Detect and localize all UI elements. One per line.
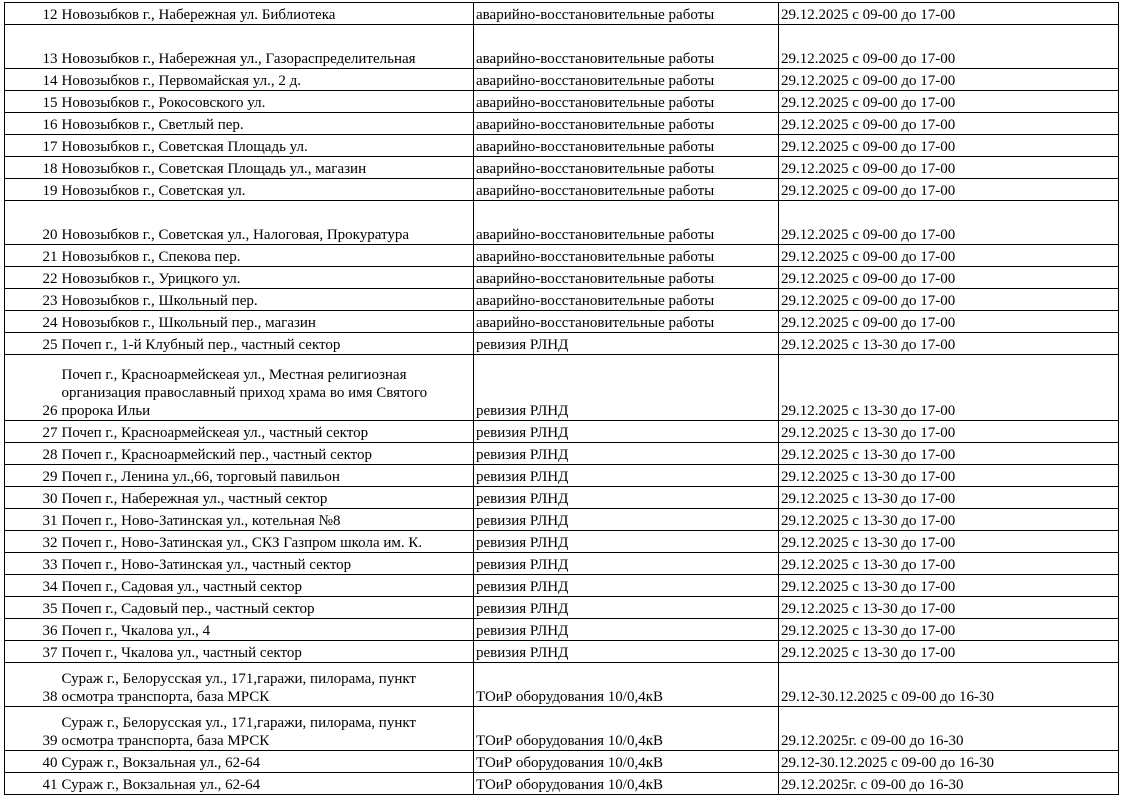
schedule-cell: 29.12.2025 с 09-00 до 17-00: [779, 25, 1119, 69]
schedule-cell: 29.12.2025 с 09-00 до 17-00: [779, 135, 1119, 157]
table-row: [5, 25, 1119, 69]
row-number-cell: 18: [5, 157, 60, 179]
address-cell: Почеп г., Красноармейскеая ул., Местная религиозная организация православный приход храма во имя Святого пророка Ильи: [60, 355, 474, 421]
table-row: [5, 333, 1119, 355]
schedule-cell: 29.12.2025 с 09-00 до 17-00: [779, 157, 1119, 179]
row-number-cell: 35: [5, 597, 60, 619]
work-type-cell: ревизия РЛНД: [474, 641, 779, 663]
table-row: [5, 751, 1119, 773]
table-row: [5, 619, 1119, 641]
schedule-cell: 29.12.2025 с 09-00 до 17-00: [779, 201, 1119, 245]
address-cell: Почеп г., Ново-Затинская ул., котельная №8: [60, 509, 474, 531]
schedule-cell: 29.12.2025 с 09-00 до 17-00: [779, 245, 1119, 267]
work-type-cell: аварийно-восстановительные работы: [474, 91, 779, 113]
address-cell: Почеп г., 1-й Клубный пер., частный сектор: [60, 333, 474, 355]
work-type-cell: ревизия РЛНД: [474, 421, 779, 443]
work-type-cell: ревизия РЛНД: [474, 355, 779, 421]
schedule-cell: 29.12.2025 с 13-30 до 17-00: [779, 553, 1119, 575]
work-type-cell: аварийно-восстановительные работы: [474, 135, 779, 157]
work-type-cell: ТОиР оборудования 10/0,4кВ: [474, 751, 779, 773]
schedule-cell: 29.12.2025 с 13-30 до 17-00: [779, 641, 1119, 663]
table-row: [5, 135, 1119, 157]
work-type-cell: аварийно-восстановительные работы: [474, 201, 779, 245]
table-row: [5, 311, 1119, 333]
table-row: [5, 157, 1119, 179]
address-cell: Почеп г., Ново-Затинская ул., СКЗ Газпром школа им. К.: [60, 531, 474, 553]
row-number-cell: 21: [5, 245, 60, 267]
work-type-cell: ревизия РЛНД: [474, 465, 779, 487]
table-row: [5, 465, 1119, 487]
address-cell: Новозыбков г., Рокосовского ул.: [60, 91, 474, 113]
row-number-cell: 20: [5, 201, 60, 245]
row-number-cell: 12: [5, 3, 60, 25]
table-row: [5, 267, 1119, 289]
table-row: [5, 3, 1119, 25]
row-number-cell: 31: [5, 509, 60, 531]
schedule-cell: 29.12.2025 с 13-30 до 17-00: [779, 421, 1119, 443]
work-type-cell: аварийно-восстановительные работы: [474, 311, 779, 333]
table-row: [5, 421, 1119, 443]
work-type-cell: аварийно-восстановительные работы: [474, 267, 779, 289]
address-cell: Почеп г., Садовый пер., частный сектор: [60, 597, 474, 619]
address-cell: Новозыбков г., Набережная ул., Газораспределительная: [60, 25, 474, 69]
schedule-cell: 29.12.2025 с 13-30 до 17-00: [779, 465, 1119, 487]
address-cell: Сураж г., Вокзальная ул., 62-64: [60, 773, 474, 795]
address-cell: Почеп г., Набережная ул., частный сектор: [60, 487, 474, 509]
work-type-cell: ревизия РЛНД: [474, 575, 779, 597]
row-number-cell: 13: [5, 25, 60, 69]
table-row: [5, 663, 1119, 707]
work-type-cell: аварийно-восстановительные работы: [474, 179, 779, 201]
row-number-cell: 30: [5, 487, 60, 509]
address-cell: Новозыбков г., Набережная ул. Библиотека: [60, 3, 474, 25]
schedule-cell: 29.12.2025 с 13-30 до 17-00: [779, 597, 1119, 619]
work-type-cell: ТОиР оборудования 10/0,4кВ: [474, 663, 779, 707]
address-cell: Почеп г., Красноармейскеая ул., частный сектор: [60, 421, 474, 443]
row-number-cell: 17: [5, 135, 60, 157]
table-row: [5, 113, 1119, 135]
row-number-cell: 14: [5, 69, 60, 91]
schedule-cell: 29.12-30.12.2025 с 09-00 до 16-30: [779, 751, 1119, 773]
schedule-cell: 29.12.2025г. с 09-00 до 16-30: [779, 707, 1119, 751]
row-number-cell: 19: [5, 179, 60, 201]
address-cell: Почеп г., Чкалова ул., 4: [60, 619, 474, 641]
address-cell: Новозыбков г., Школьный пер.: [60, 289, 474, 311]
address-cell: Новозыбков г., Спекова пер.: [60, 245, 474, 267]
work-type-cell: ревизия РЛНД: [474, 509, 779, 531]
schedule-cell: 29.12.2025 с 09-00 до 17-00: [779, 179, 1119, 201]
table-row: [5, 487, 1119, 509]
table-row: [5, 289, 1119, 311]
row-number-cell: 15: [5, 91, 60, 113]
row-number-cell: 27: [5, 421, 60, 443]
schedule-cell: 29.12.2025 с 13-30 до 17-00: [779, 509, 1119, 531]
row-number-cell: 40: [5, 751, 60, 773]
row-number-cell: 23: [5, 289, 60, 311]
row-number-cell: 16: [5, 113, 60, 135]
schedule-cell: 29.12.2025 с 13-30 до 17-00: [779, 575, 1119, 597]
schedule-cell: 29.12.2025 с 09-00 до 17-00: [779, 267, 1119, 289]
schedule-cell: 29.12.2025г. с 09-00 до 16-30: [779, 773, 1119, 795]
work-type-cell: аварийно-восстановительные работы: [474, 25, 779, 69]
table-row: [5, 355, 1119, 421]
row-number-cell: 24: [5, 311, 60, 333]
address-cell: Сураж г., Белорусская ул., 171,гаражи, пилорама, пункт осмотра транспорта, база МРСК: [60, 707, 474, 751]
address-cell: Новозыбков г., Светлый пер.: [60, 113, 474, 135]
row-number-cell: 28: [5, 443, 60, 465]
outage-schedule-table: [4, 2, 1119, 795]
schedule-cell: 29.12.2025 с 09-00 до 17-00: [779, 3, 1119, 25]
work-type-cell: ревизия РЛНД: [474, 619, 779, 641]
work-type-cell: ТОиР оборудования 10/0,4кВ: [474, 707, 779, 751]
address-cell: Сураж г., Белорусская ул., 171,гаражи, пилорама, пункт осмотра транспорта, база МРСК: [60, 663, 474, 707]
row-number-cell: 22: [5, 267, 60, 289]
work-type-cell: ревизия РЛНД: [474, 443, 779, 465]
table-row: [5, 553, 1119, 575]
work-type-cell: аварийно-восстановительные работы: [474, 289, 779, 311]
address-cell: Новозыбков г., Первомайская ул., 2 д.: [60, 69, 474, 91]
table-row: [5, 575, 1119, 597]
row-number-cell: 37: [5, 641, 60, 663]
work-type-cell: ревизия РЛНД: [474, 597, 779, 619]
table-row: [5, 245, 1119, 267]
work-type-cell: ревизия РЛНД: [474, 531, 779, 553]
work-type-cell: ревизия РЛНД: [474, 553, 779, 575]
table-row: [5, 641, 1119, 663]
table-row: [5, 91, 1119, 113]
schedule-cell: 29.12.2025 с 13-30 до 17-00: [779, 487, 1119, 509]
work-type-cell: ТОиР оборудования 10/0,4кВ: [474, 773, 779, 795]
schedule-cell: 29.12.2025 с 13-30 до 17-00: [779, 355, 1119, 421]
table-row: [5, 69, 1119, 91]
address-cell: Новозыбков г., Советская ул.: [60, 179, 474, 201]
address-cell: Почеп г., Красноармейский пер., частный сектор: [60, 443, 474, 465]
address-cell: Новозыбков г., Урицкого ул.: [60, 267, 474, 289]
address-cell: Новозыбков г., Советская Площадь ул.: [60, 135, 474, 157]
table-row: [5, 179, 1119, 201]
table-row: [5, 443, 1119, 465]
work-type-cell: аварийно-восстановительные работы: [474, 69, 779, 91]
schedule-cell: 29.12.2025 с 13-30 до 17-00: [779, 333, 1119, 355]
table-row: [5, 201, 1119, 245]
work-type-cell: ревизия РЛНД: [474, 333, 779, 355]
table-row: [5, 509, 1119, 531]
address-cell: Почеп г., Ново-Затинская ул., частный сектор: [60, 553, 474, 575]
schedule-cell: 29.12-30.12.2025 с 09-00 до 16-30: [779, 663, 1119, 707]
table-body: [5, 3, 1119, 795]
address-cell: Новозыбков г., Советская Площадь ул., магазин: [60, 157, 474, 179]
schedule-cell: 29.12.2025 с 13-30 до 17-00: [779, 443, 1119, 465]
row-number-cell: 41: [5, 773, 60, 795]
address-cell: Сураж г., Вокзальная ул., 62-64: [60, 751, 474, 773]
work-type-cell: аварийно-восстановительные работы: [474, 113, 779, 135]
table-row: [5, 531, 1119, 553]
work-type-cell: ревизия РЛНД: [474, 487, 779, 509]
schedule-cell: 29.12.2025 с 09-00 до 17-00: [779, 113, 1119, 135]
row-number-cell: 32: [5, 531, 60, 553]
schedule-cell: 29.12.2025 с 09-00 до 17-00: [779, 69, 1119, 91]
row-number-cell: 25: [5, 333, 60, 355]
schedule-cell: 29.12.2025 с 09-00 до 17-00: [779, 91, 1119, 113]
row-number-cell: 29: [5, 465, 60, 487]
schedule-cell: 29.12.2025 с 13-30 до 17-00: [779, 531, 1119, 553]
table-row: [5, 597, 1119, 619]
row-number-cell: 34: [5, 575, 60, 597]
address-cell: Новозыбков г., Школьный пер., магазин: [60, 311, 474, 333]
work-type-cell: аварийно-восстановительные работы: [474, 245, 779, 267]
address-cell: Почеп г., Чкалова ул., частный сектор: [60, 641, 474, 663]
row-number-cell: 38: [5, 663, 60, 707]
row-number-cell: 26: [5, 355, 60, 421]
work-type-cell: аварийно-восстановительные работы: [474, 157, 779, 179]
address-cell: Почеп г., Садовая ул., частный сектор: [60, 575, 474, 597]
schedule-cell: 29.12.2025 с 13-30 до 17-00: [779, 619, 1119, 641]
table-row: [5, 707, 1119, 751]
table-row: [5, 773, 1119, 795]
address-cell: Новозыбков г., Советская ул., Налоговая, Прокуратура: [60, 201, 474, 245]
schedule-cell: 29.12.2025 с 09-00 до 17-00: [779, 311, 1119, 333]
address-cell: Почеп г., Ленина ул.,66, торговый павильон: [60, 465, 474, 487]
row-number-cell: 39: [5, 707, 60, 751]
row-number-cell: 36: [5, 619, 60, 641]
work-type-cell: аварийно-восстановительные работы: [474, 3, 779, 25]
row-number-cell: 33: [5, 553, 60, 575]
schedule-cell: 29.12.2025 с 09-00 до 17-00: [779, 289, 1119, 311]
